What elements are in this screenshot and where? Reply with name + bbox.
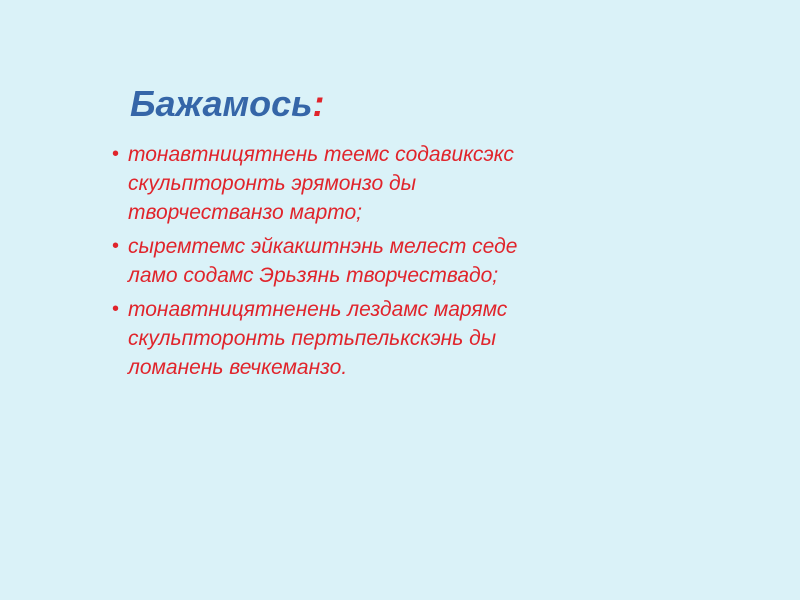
bullet-marker-icon: • (112, 143, 120, 165)
bullet-item (112, 140, 692, 227)
slide-title-text: Бажамось (130, 83, 313, 124)
bullet-line: сыремтемс эйкакштнэнь мелест седе (128, 235, 518, 258)
bullet-line: тонавтницятненень лездамс марямс (128, 298, 508, 321)
bullet-line: скульпторонть эрямонзо ды (128, 172, 417, 195)
bullet-line: скульпторонть пертьпелькскэнь ды (128, 327, 497, 350)
bullet-line: ламо содамс Эрьзянь творчествадо; (128, 264, 499, 287)
slide-title-colon: : (312, 83, 325, 124)
slide-title (130, 82, 325, 126)
bullet-marker-icon: • (112, 298, 120, 320)
bullet-marker-icon: • (112, 235, 120, 257)
bullet-line: ломанень вечкеманзо. (128, 356, 348, 379)
bullet-item (112, 295, 692, 382)
bullet-line: тонавтницятнень теемс содавиксэкс (128, 143, 514, 166)
bullet-line: творчестванзо марто; (128, 201, 363, 224)
bullet-item (112, 232, 692, 290)
bullet-list (112, 140, 692, 387)
